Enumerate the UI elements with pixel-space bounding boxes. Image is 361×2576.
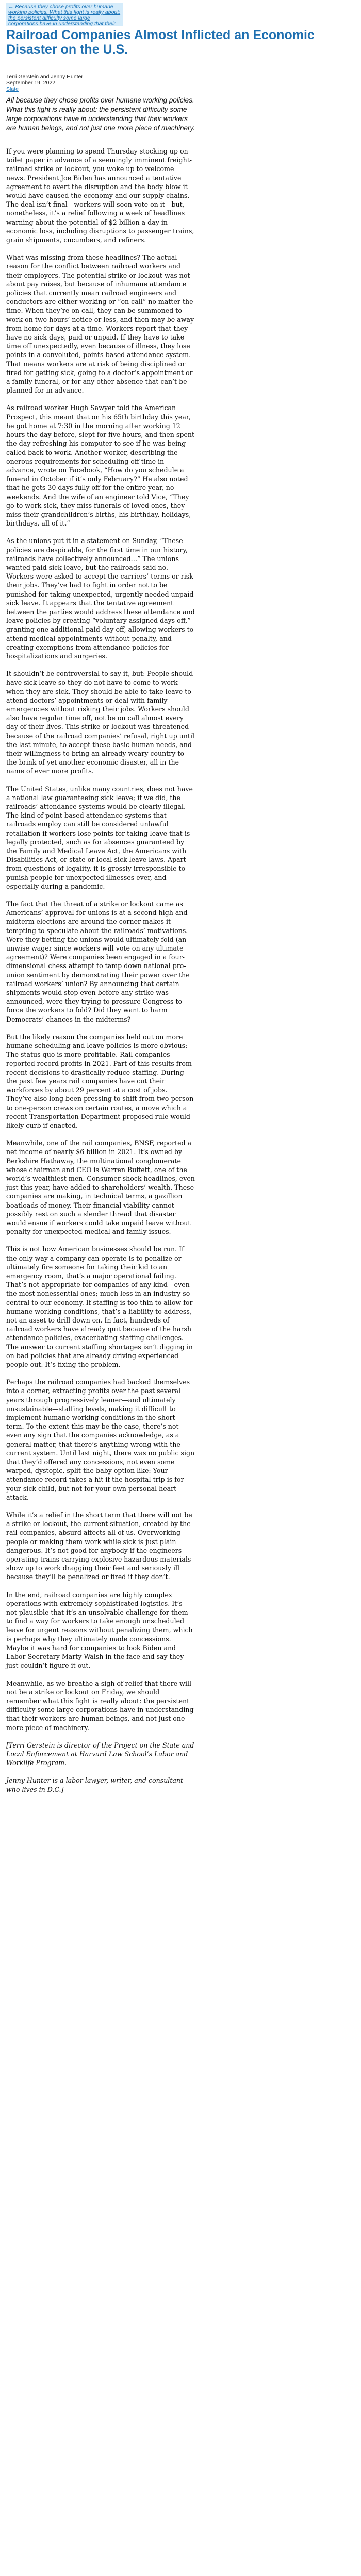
paragraph: But the likely reason the companies held out on more humane scheduling and leave policies is more obvious: The status quo is more profitable. Rail companies reported record profits in 2021. Part of this results from recent decisions to drastically reduce staffing. During the past few years rail companies have cut their workforces by about 29 percent at a cost of jobs. They’ve also long been pressing to shift from two-person to one-person crews on certain routes, a move which a recent Transportation Department proposed rule would likely curb if enacted. [6, 1032, 194, 1129]
paragraph: It shouldn’t be controversial to say it, but: People should have sick leave so they do not have to come to work when they are sick. They should be able to take leave to attend doctors’ appointments or deal with family emergencies without risking their jobs. Workers should also have regular time off, not be on call almost every day of their lives. This strike or lockout was threatened because of the railroad companies’ refusal, right up until the last minute, to accept these basic human needs, and their willingness to bring an already weary country to the brink of yet another economic disaster, all in the name of ever more profits. [6, 670, 194, 775]
paragraph: In the end, railroad companies are highly complex operations with extremely sophisticated logistics. It’s not plausible that it’s an unsolvable challenge for them to find a way for workers to take enough unscheduled leave for urgent reasons without penalizing them, which is perhaps why they ultimately made concessions. Maybe it was hard for companies to look Biden and Labor Secretary Marty Walsh in the face and say they just couldn’t figure it out. [6, 1590, 193, 1670]
paragraph: The United States, unlike many countries, does not have a national law guaranteeing sick leave; if we did, the railroads’ attendance systems would be clearly illegal. The kind of point-based attendance systems that railroads employ can still be considered unlawful retaliation if workers lose points for taking leave that is legally protected, such as for absences guaranteed by the Family and Medical Leave Act, the Americans with Disabilities Act, or state or local sick-leave laws. Apart from questions of legality, it is grossly irresponsible to punish people for unexpected illnesses ever, and especially during a pandemic. [6, 785, 193, 890]
date: September 19, 2022 [6, 80, 56, 86]
source-link[interactable]: Slate [6, 86, 19, 92]
article-body [6, 147, 195, 1803]
paragraph: This is not how American businesses should be run. If the only way a company can operate is to penalize or ultimately fire someone for taking their kid to an emergency room, that’s a major operational failing. That’s not appropriate for companies of any kind—even the most nonessential ones; much less in an industry so central to our economy. If staffing is too thin to allow for humane working conditions, that’s a liability to address, not an asset to drill down on. In fact, hundreds of railroad workers have already quit because of the harsh attendance policies, exacerbating staffing challenges. The answer to current staffing shortages isn’t digging in on bad policies that are already driving experienced people out. It’s fixing the problem. [6, 1245, 193, 1368]
author-bio: Jenny Hunter is a labor lawyer, writer, and consultant who lives in D.C.] [6, 1776, 184, 1793]
paragraph: As railroad worker Hugh Sawyer told the American Prospect, this meant that on his 65th birthday this year, he got home at 7:30 in the morning after working 12 hours the day before, slept for five hours, and then spent the day refreshing his computer to see if he was being called back to work. Another worker, describing the onerous requirements for scheduling off-time in advance, wrote on Facebook, “How do you schedule a funeral in October if it’s only February?” He also noted that he gets 30 days fully off for the entire year, no weekends. And the wife of an engineer told Vice, “They go to work sick, they miss funerals of loved ones, they miss their grandchildren’s births, his birthday, holidays, birthdays, all of it.” [6, 404, 195, 528]
paragraph: The fact that the threat of a strike or lockout came as Americans’ approval for unions is at a second high and midterm elections are around the corner makes it tempting to speculate about the railroads’ motivations. Were they betting the unions would ultimately fold (an unwise wager since workers will vote on any ultimate agreement)? Were companies been engaged in a four-dimensional chess attempt to tamp down national pro-union sentiment by demonstrating their power over the railroad workers’ union? By announcing that certain shipments would stop even before any strike was announced, were they trying to pressure Congress to force the workers to fold? Did they want to harm Democrats’ chances in the midterms? [6, 900, 190, 1023]
paragraph: While it’s a relief in the short term that there will not be a strike or lockout, the current situation, created by the rail companies, absurd affects all of us. Overworking people or making them work while sick is just plain dangerous. It’s not good for anybody if the engineers operating trains carrying explosive hazardous materials show up to work dragging their feet and seriously ill because they’ll be penalized or fired if they don’t. [6, 1511, 192, 1581]
article-title: Railroad Companies Almost Inflicted an Economic Disaster on the U.S. [6, 28, 315, 57]
authors: Terri Gerstein and Jenny Hunter [6, 74, 83, 80]
paragraph: What was missing from these headlines? The actual reason for the conflict between railroad workers and their employers. The potential strike or lockout was not about pay raises, but because of inhumane attendance policies that currently mean railroad engineers and conductors are either working or “on call” no matter the time. When they’re on call, they can be summoned to work on two hours’ notice or less, and then may be away from home for days at a time. Workers report that they have no sick days, paid or unpaid. If they have to take time off unexpectedly, even because of illness, they lose points in a convoluted, points-based attendance system. That means workers are at risk of being disciplined or fired for getting sick, going to a doctor’s appointment or a family funeral, or for any other absence that can’t be planned for in advance. [6, 253, 194, 395]
paragraph: Meanwhile, as we breathe a sigh of relief that there will not be a strike or lockout on Friday, we should remember what this fight is really about: the persistent difficulty some large corporations have in understanding that their workers are human beings, and not just one more piece of machinery. [6, 1679, 194, 1732]
paragraph: If you were planning to spend Thursday stocking up on toilet paper in advance of a seemingly imminent freight-railroad strike or lockout, you woke up to welcome news. President Joe Biden has announced a tentative agreement to avert the disruption and the body blow it would have caused the economy and our supply chains. The deal isn’t final—workers will soon vote on it—but, nonetheless, it’s a relief following a week of headlines warning about the potential of $2 billion a day in economic loss, including disruptions to passenger trains, grain shipments, cucumbers, and refiners. [6, 147, 194, 244]
back-link[interactable]: ← Because they chose profits over humane working policies. What this fight is really about: the persistent difficulty some large corporations have in understanding that their [8, 4, 121, 26]
paragraph: Perhaps the railroad companies had backed themselves into a corner, extracting profits over the past several years through progressively leaner—and ultimately unsustainable—staffing levels, making it difficult to implement humane working conditions in the short term. To the extent this may be the case, there’s not even any sign that the companies acknowledge, as a general matter, that there’s anything wrong with the current system. Until last night, there was no public sign that they’d offered any concessions, not even some warped, dystopic, split-the-baby option like: Your attendance record takes a hit if the hospital trip is for your sick child, but not for your own personal heart attack. [6, 1378, 195, 1501]
byline [6, 74, 83, 92]
standfirst: All because they chose profits over humane working policies. What this fight is really about: the persistent difficulty some large corporations have in understanding that their workers are human beings, and not just one more piece of machinery. [6, 96, 195, 132]
paragraph: As the unions put it in a statement on Sunday, “These policies are despicable, for the first time in our history, railroads have collectively announced…” The unions wanted paid sick leave, but the railroads said no. Workers were asked to accept the carriers’ terms or risk their jobs. They’ve had to fight in order not to be punished for taking unexpected, urgently needed unpaid sick leave. It appears that the tentative agreement between the parties would address these attendance and leave policies by creating “voluntary assigned days off,” granting one additional paid day off, allowing workers to attend medical appointments without penalty, and creating exemptions from attendance policies for hospitalizations and surgeries. [6, 537, 195, 660]
paragraph: Meanwhile, one of the rail companies, BNSF, reported a net income of nearly $6 billion in 2021. It’s owned by Berkshire Hathaway, the multinational conglomerate whose chairman and CEO is Warren Buffett, one of the world’s wealthiest men. Consumer shock headlines, even just this year, have added to shareholders’ wealth. These companies are making, in technical terms, a gazillion boatloads of money. Their financial viability cannot possibly rest on such a slender thread that disaster would ensue if workers could take unpaid leave without penalty for unexpected medical and family issues. [6, 1139, 195, 1236]
back-banner[interactable] [6, 3, 123, 26]
author-bio: [Terri Gerstein is director of the Project on the State and Local Enforcement at Harvard Law School’s Labor and Worklife Program. [6, 1741, 194, 1767]
